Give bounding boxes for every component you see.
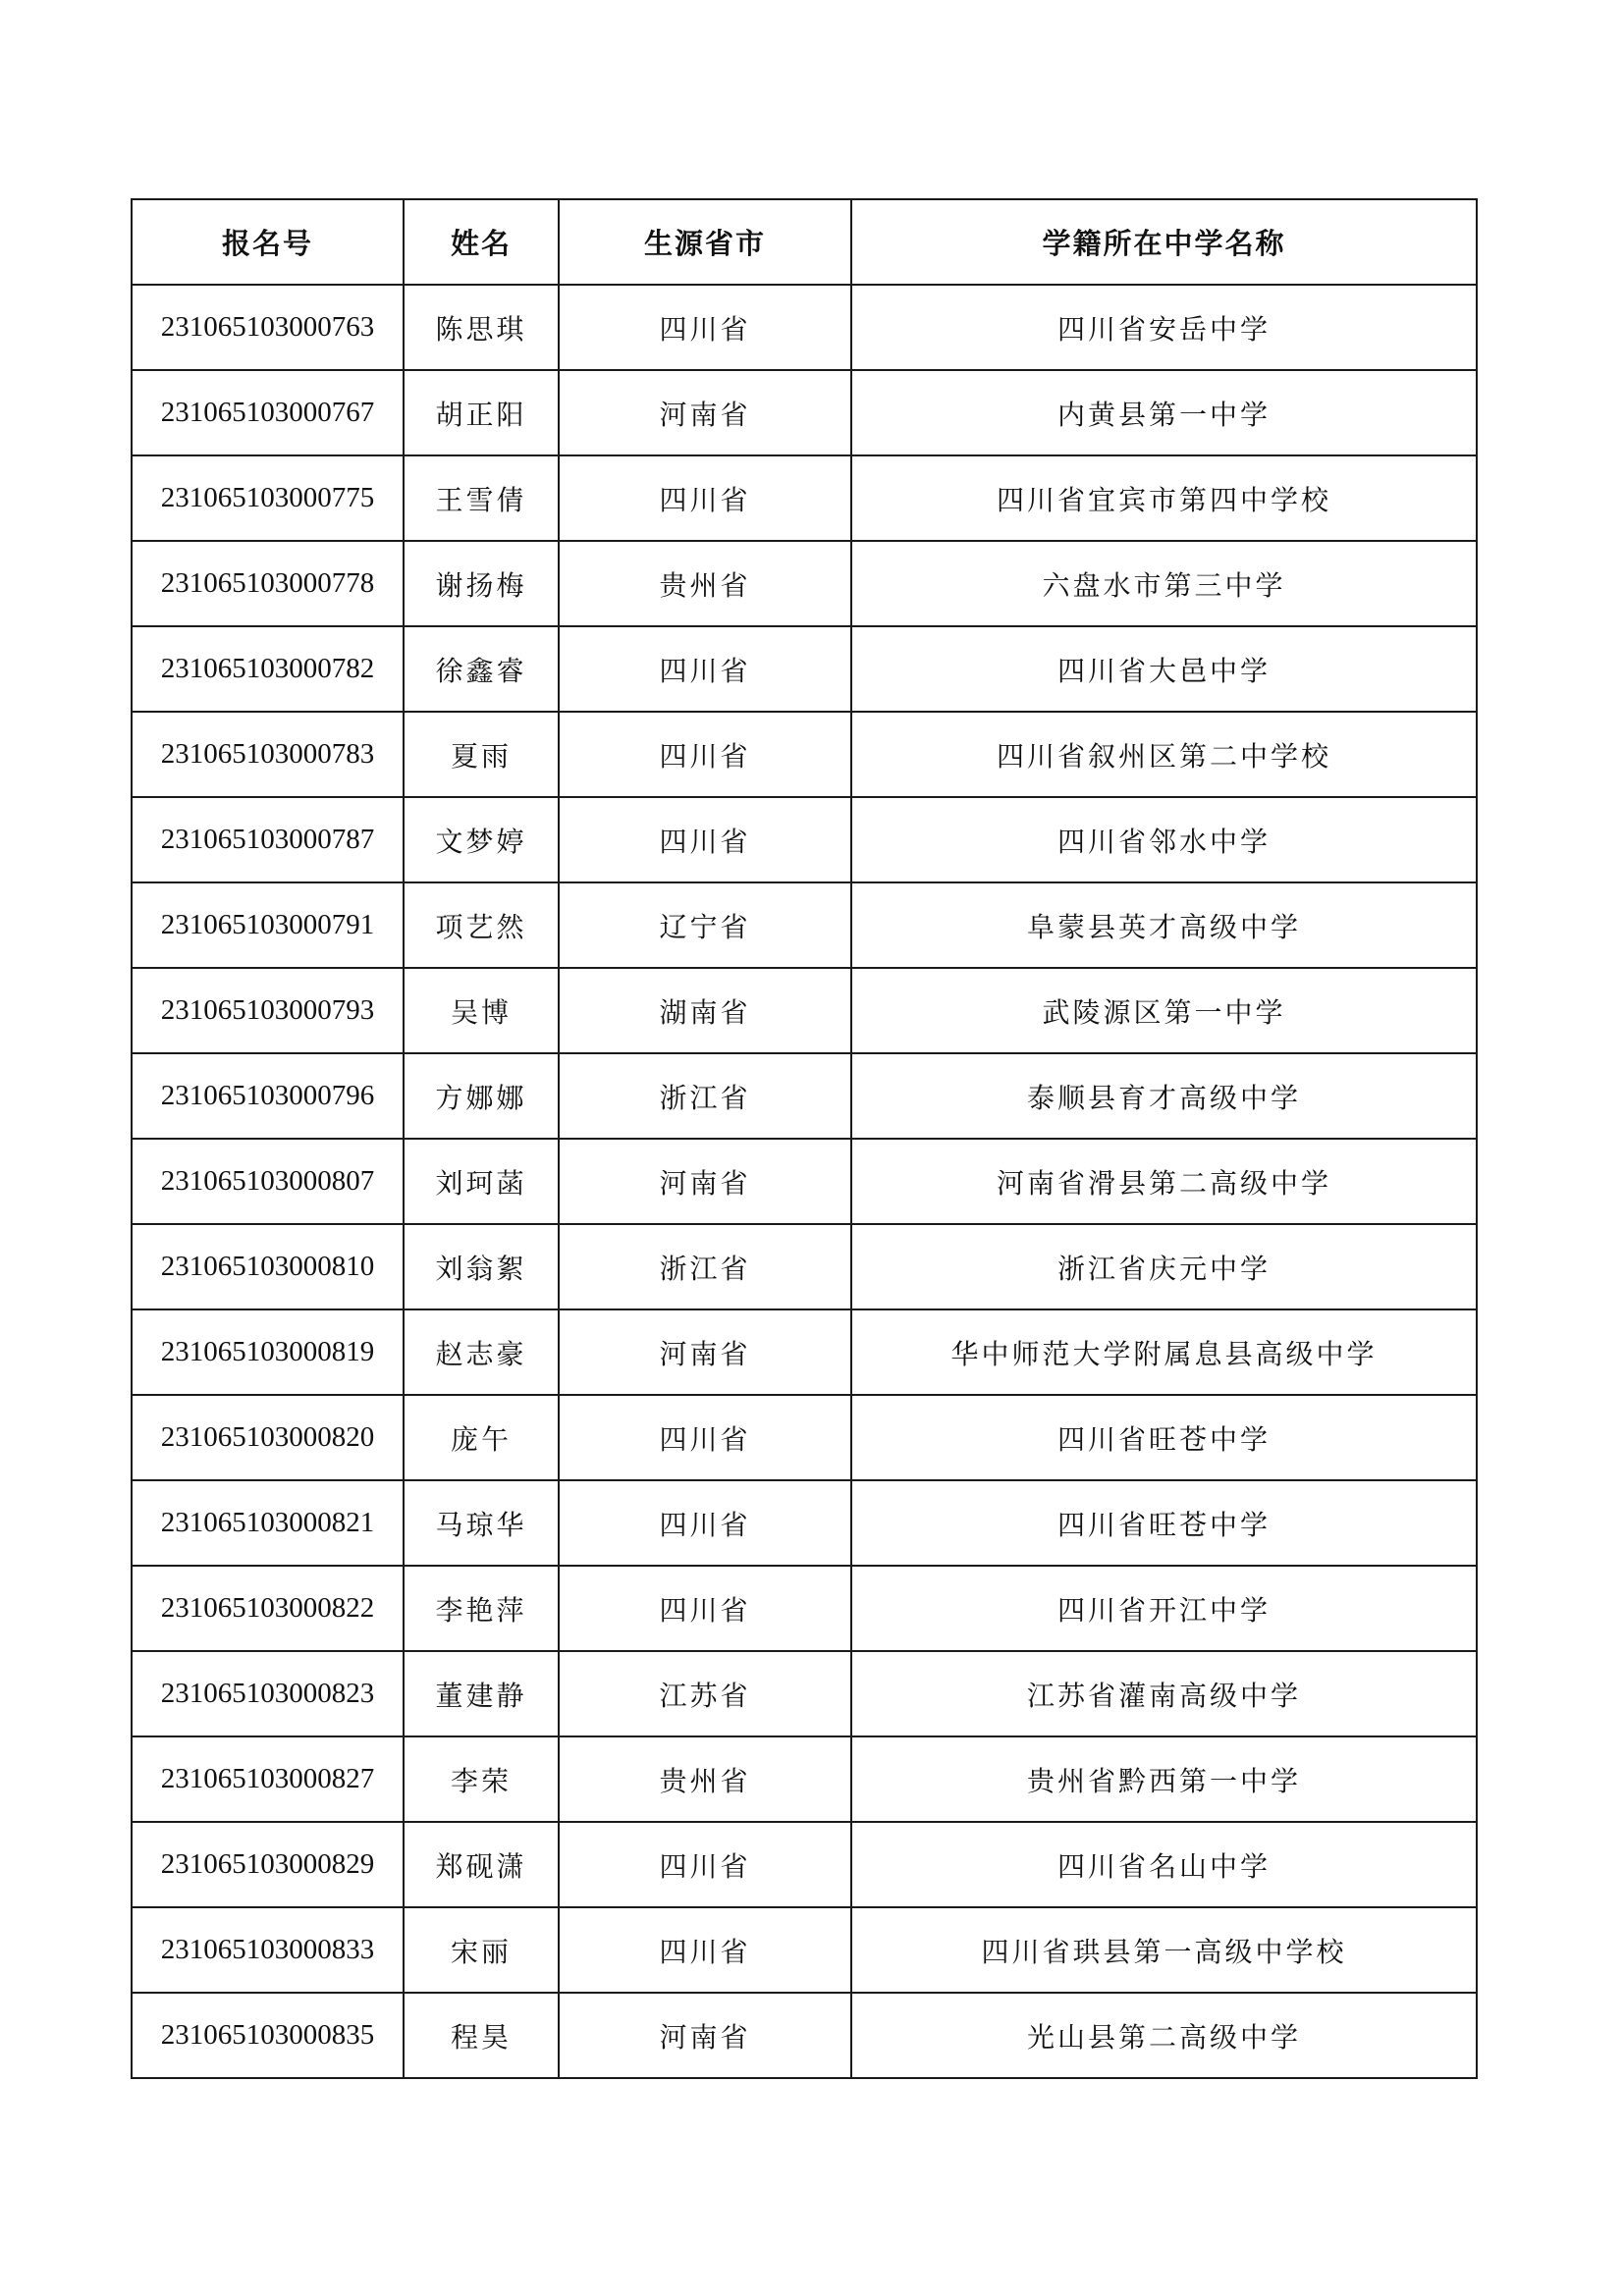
cell-school-name: 四川省开江中学 <box>851 1566 1477 1651</box>
table-row <box>132 1480 1477 1566</box>
table-row <box>132 797 1477 882</box>
cell-registration-number: 231065103000821 <box>132 1480 404 1566</box>
cell-registration-number: 231065103000833 <box>132 1907 404 1993</box>
cell-school-name: 内黄县第一中学 <box>851 370 1477 455</box>
table-row <box>132 1566 1477 1651</box>
cell-source-province: 四川省 <box>559 1566 851 1651</box>
cell-registration-number: 231065103000807 <box>132 1139 404 1224</box>
cell-name: 胡正阳 <box>404 370 559 455</box>
table-row <box>132 1053 1477 1139</box>
cell-source-province: 河南省 <box>559 1309 851 1395</box>
table-row <box>132 1224 1477 1309</box>
cell-source-province: 四川省 <box>559 797 851 882</box>
cell-name: 赵志豪 <box>404 1309 559 1395</box>
cell-school-name: 贵州省黔西第一中学 <box>851 1736 1477 1822</box>
cell-name: 刘珂菡 <box>404 1139 559 1224</box>
cell-school-name: 四川省安岳中学 <box>851 285 1477 370</box>
table-row <box>132 882 1477 968</box>
cell-name: 程昊 <box>404 1993 559 2078</box>
table-row <box>132 541 1477 626</box>
table-row <box>132 968 1477 1053</box>
cell-registration-number: 231065103000835 <box>132 1993 404 2078</box>
cell-source-province: 湖南省 <box>559 968 851 1053</box>
table-row <box>132 1907 1477 1993</box>
cell-school-name: 华中师范大学附属息县高级中学 <box>851 1309 1477 1395</box>
cell-name: 庞午 <box>404 1395 559 1480</box>
cell-name: 郑砚潇 <box>404 1822 559 1907</box>
cell-source-province: 四川省 <box>559 626 851 712</box>
cell-source-province: 四川省 <box>559 1480 851 1566</box>
cell-school-name: 武陵源区第一中学 <box>851 968 1477 1053</box>
table-row <box>132 1651 1477 1736</box>
cell-source-province: 四川省 <box>559 712 851 797</box>
cell-school-name: 四川省名山中学 <box>851 1822 1477 1907</box>
cell-source-province: 浙江省 <box>559 1053 851 1139</box>
cell-name: 陈思琪 <box>404 285 559 370</box>
cell-name: 徐鑫睿 <box>404 626 559 712</box>
cell-registration-number: 231065103000782 <box>132 626 404 712</box>
cell-registration-number: 231065103000791 <box>132 882 404 968</box>
cell-school-name: 四川省大邑中学 <box>851 626 1477 712</box>
table-row <box>132 712 1477 797</box>
cell-registration-number: 231065103000767 <box>132 370 404 455</box>
cell-school-name: 阜蒙县英才高级中学 <box>851 882 1477 968</box>
table-row <box>132 626 1477 712</box>
table-row <box>132 285 1477 370</box>
cell-name: 董建静 <box>404 1651 559 1736</box>
cell-source-province: 辽宁省 <box>559 882 851 968</box>
cell-school-name: 浙江省庆元中学 <box>851 1224 1477 1309</box>
cell-name: 马琼华 <box>404 1480 559 1566</box>
cell-source-province: 江苏省 <box>559 1651 851 1736</box>
cell-source-province: 四川省 <box>559 1822 851 1907</box>
table-row <box>132 370 1477 455</box>
header-source-province: 生源省市 <box>559 199 851 285</box>
cell-source-province: 四川省 <box>559 285 851 370</box>
cell-registration-number: 231065103000796 <box>132 1053 404 1139</box>
cell-registration-number: 231065103000819 <box>132 1309 404 1395</box>
table-row <box>132 1822 1477 1907</box>
cell-registration-number: 231065103000822 <box>132 1566 404 1651</box>
cell-name: 吴博 <box>404 968 559 1053</box>
cell-name: 李艳萍 <box>404 1566 559 1651</box>
cell-registration-number: 231065103000763 <box>132 285 404 370</box>
cell-registration-number: 231065103000793 <box>132 968 404 1053</box>
cell-school-name: 四川省叙州区第二中学校 <box>851 712 1477 797</box>
cell-name: 文梦婷 <box>404 797 559 882</box>
cell-source-province: 四川省 <box>559 1395 851 1480</box>
cell-registration-number: 231065103000827 <box>132 1736 404 1822</box>
cell-school-name: 四川省旺苍中学 <box>851 1395 1477 1480</box>
cell-name: 宋丽 <box>404 1907 559 1993</box>
cell-registration-number: 231065103000778 <box>132 541 404 626</box>
cell-school-name: 四川省珙县第一高级中学校 <box>851 1907 1477 1993</box>
cell-source-province: 贵州省 <box>559 1736 851 1822</box>
cell-source-province: 贵州省 <box>559 541 851 626</box>
table-row <box>132 1309 1477 1395</box>
cell-registration-number: 231065103000829 <box>132 1822 404 1907</box>
cell-name: 项艺然 <box>404 882 559 968</box>
cell-source-province: 四川省 <box>559 455 851 541</box>
cell-source-province: 河南省 <box>559 1993 851 2078</box>
cell-source-province: 四川省 <box>559 1907 851 1993</box>
admission-list-table <box>131 198 1478 2079</box>
table-row <box>132 1395 1477 1480</box>
cell-registration-number: 231065103000787 <box>132 797 404 882</box>
cell-school-name: 四川省宜宾市第四中学校 <box>851 455 1477 541</box>
cell-registration-number: 231065103000775 <box>132 455 404 541</box>
cell-school-name: 江苏省灌南高级中学 <box>851 1651 1477 1736</box>
cell-registration-number: 231065103000810 <box>132 1224 404 1309</box>
header-registration-number: 报名号 <box>132 199 404 285</box>
table-row <box>132 455 1477 541</box>
cell-registration-number: 231065103000820 <box>132 1395 404 1480</box>
cell-name: 刘翁絮 <box>404 1224 559 1309</box>
table-row <box>132 1993 1477 2078</box>
cell-school-name: 四川省旺苍中学 <box>851 1480 1477 1566</box>
cell-school-name: 六盘水市第三中学 <box>851 541 1477 626</box>
cell-name: 夏雨 <box>404 712 559 797</box>
cell-registration-number: 231065103000823 <box>132 1651 404 1736</box>
cell-registration-number: 231065103000783 <box>132 712 404 797</box>
header-name: 姓名 <box>404 199 559 285</box>
cell-name: 谢扬梅 <box>404 541 559 626</box>
table-header-row <box>132 199 1477 285</box>
cell-school-name: 四川省邻水中学 <box>851 797 1477 882</box>
table-body <box>132 285 1477 2078</box>
table-row <box>132 1139 1477 1224</box>
cell-source-province: 河南省 <box>559 370 851 455</box>
cell-name: 李荣 <box>404 1736 559 1822</box>
header-school-name: 学籍所在中学名称 <box>851 199 1477 285</box>
cell-source-province: 浙江省 <box>559 1224 851 1309</box>
cell-source-province: 河南省 <box>559 1139 851 1224</box>
table-row <box>132 1736 1477 1822</box>
cell-name: 方娜娜 <box>404 1053 559 1139</box>
cell-school-name: 泰顺县育才高级中学 <box>851 1053 1477 1139</box>
cell-name: 王雪倩 <box>404 455 559 541</box>
cell-school-name: 光山县第二高级中学 <box>851 1993 1477 2078</box>
cell-school-name: 河南省滑县第二高级中学 <box>851 1139 1477 1224</box>
